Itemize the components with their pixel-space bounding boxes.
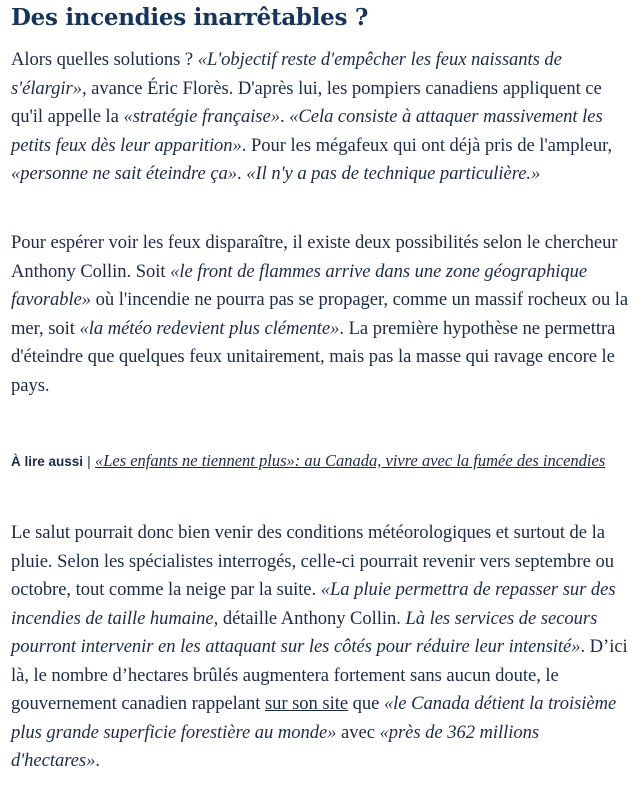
text: . <box>237 163 247 184</box>
text: , avance Éric Florès. D'après lui, les pompiers canadiens appliquent ce qu'il appelle la <box>11 77 602 127</box>
text: Le salut pourrait donc bien venir des conditions météorologiques et surtout de la pluie. Selon les spécialistes interrogés, celle-ci pourrait revenir vers septembre ou octobre, tout comme la neige par la suite. <box>11 522 614 600</box>
read-also-link[interactable]: «Les enfants ne tiennent plus»: au Canada, vivre avec la fumée des incendies <box>94 451 606 470</box>
text: . <box>279 106 290 127</box>
read-also-label: À lire aussi <box>11 454 84 469</box>
quote: «Cela consiste à attaquer massivement les petits feux dès leur apparition» <box>11 106 603 156</box>
text: . Pour les mégafeux qui ont déjà pris de l'ampleur, <box>241 134 613 156</box>
text: Alors quelles solutions ? <box>11 49 198 70</box>
government-site-link[interactable]: sur son site <box>264 693 349 714</box>
section-heading: Des incendies inarrêtables ? <box>11 4 369 31</box>
paragraph-solutions <box>11 46 631 189</box>
text: . D’ici là, le nombre d’hectares brûlés augmentera fortement sans aucun doute, le gouvernement canadien rappelant <box>11 636 628 714</box>
text: où l'incendie ne pourra pas se propager, comme un massif rocheux ou la mer, soit <box>11 289 629 339</box>
article-section <box>11 0 631 771</box>
paragraph-weather <box>11 519 631 776</box>
read-also-block <box>11 449 631 473</box>
quote: «Il n'y a pas de technique particulière.» <box>246 163 541 184</box>
text: Pour espérer voir les feux disparaître, il existe deux possibilités selon le chercheur Anthony Collin. Soit <box>11 232 618 282</box>
quote: «la météo redevient plus clémente» <box>79 317 340 339</box>
quote: «La pluie permettra de repasser sur des incendies de taille humaine, <box>11 579 616 629</box>
quote: «stratégie française» <box>123 106 280 127</box>
text: avec <box>336 721 380 743</box>
quote: «le front de flammes arrive dans une zone géographique favorable» <box>11 260 588 310</box>
text: que <box>348 693 384 714</box>
quote: «L'objectif reste d'empêcher les feux naissants de s'élargir» <box>11 49 562 99</box>
quote: «près de 362 millions d'hectares» <box>11 721 540 771</box>
quote: Là les services de secours pourront intervenir en les attaquant sur les côtés pour réduire leur intensité» <box>11 607 598 657</box>
text: détaille Anthony Collin. <box>218 607 406 629</box>
quote: «le Canada détient la troisième plus grande superficie forestière au monde» <box>11 693 617 743</box>
text: . <box>95 750 100 771</box>
read-also-separator: | <box>87 453 91 469</box>
text: . La première hypothèse ne permettra d'éteindre que quelques feux unitairement, mais pas la masse qui ravage encore le pays. <box>11 317 616 396</box>
quote: «personne ne sait éteindre ça» <box>11 163 238 184</box>
paragraph-possibilities <box>11 229 631 400</box>
